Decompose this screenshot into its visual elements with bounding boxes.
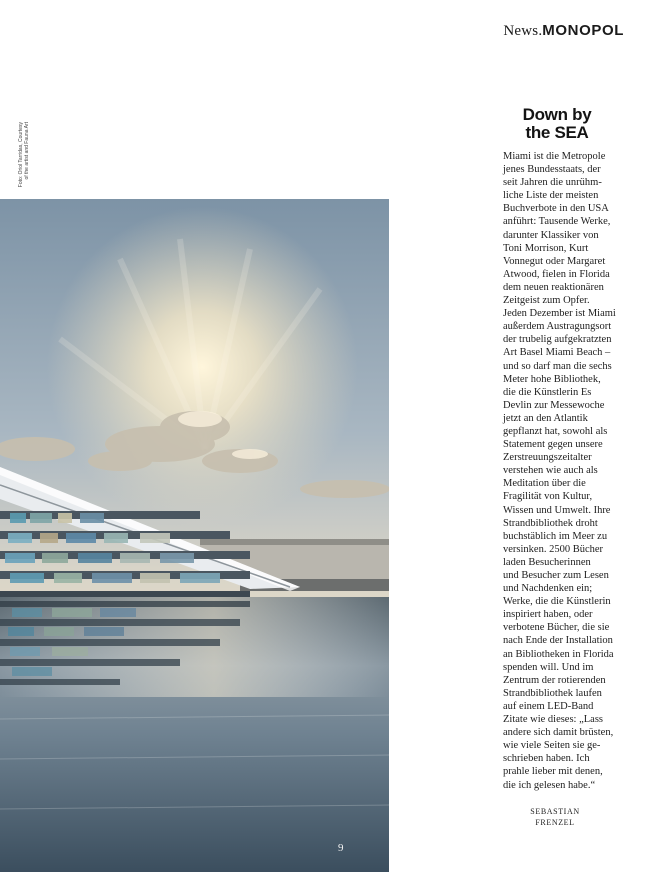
article-line: Atwood, fielen in Florida — [503, 268, 610, 280]
article-line: Jeden Dezember ist Miami — [503, 308, 616, 320]
article-line: schrieben haben. Ich — [503, 753, 590, 765]
author-first-name: SEBASTIAN — [530, 807, 580, 816]
article-line: laden Besucherinnen — [503, 556, 591, 568]
article-line: anführt: Tausende Werke, — [503, 216, 611, 228]
headline — [500, 106, 614, 142]
article-line: Fragilität von Kultur, — [503, 491, 593, 503]
article-line: Meditation über die — [503, 478, 586, 490]
photo-credit-line: of the artist and Fauna Art — [24, 122, 30, 180]
article-line: Miami ist die Metropole — [503, 151, 606, 162]
article-line: darunter Klassiker von — [503, 229, 599, 241]
article-line: verstehen wie auch als — [503, 465, 598, 477]
library-by-the-sea-photo — [0, 199, 389, 872]
article-photo — [0, 199, 389, 872]
article-line: Buchverbote in den USA — [503, 203, 609, 215]
article-line: andere sich damit brüsten, — [503, 727, 614, 739]
article-line: versinken. 2500 Bücher — [503, 543, 604, 555]
article-line: Statement gegen unsere — [503, 439, 603, 451]
article-line: jetzt an den Atlantik — [503, 412, 588, 424]
article-line: wie viele Seiten sie ge- — [503, 740, 601, 752]
article-line: Werke, die die Künstlerin — [503, 596, 611, 608]
article-line: dem neuen reaktionären — [503, 281, 604, 293]
article-line: die ich gelesen habe.“ — [503, 779, 596, 791]
article-line: die die Künstlerin Es — [503, 386, 592, 398]
article-line: Meter hohe Bibliothek, — [503, 373, 601, 385]
author-byline — [503, 806, 607, 828]
article-line: jenes Bundesstaats, der — [503, 164, 601, 176]
article-line: Strandbibliothek laufen — [503, 687, 602, 699]
article-line: Zeitgeist zum Opfer. — [503, 295, 590, 307]
article-line: Toni Morrison, Kurt — [503, 242, 589, 254]
author-last-name: FRENZEL — [535, 818, 575, 827]
article-line: und Nachdenken ein; — [503, 583, 593, 595]
page-number: 9 — [338, 842, 344, 854]
article-line: Devlin zur Messewoche — [503, 399, 605, 411]
article-line: Strandbibliothek droht — [503, 517, 598, 529]
masthead-news: News. — [503, 23, 543, 39]
article-line: und Besucher zum Lesen — [503, 570, 609, 581]
article-line: Zitate wie dieses: „Lass — [503, 714, 604, 726]
article-line: Zerstreuungszeitalter — [503, 452, 592, 464]
photo-credit — [18, 122, 30, 194]
masthead — [503, 22, 624, 40]
article-line: spenden will. Und im — [503, 661, 594, 673]
article-body — [503, 150, 621, 792]
article-line: prahle lieber mit denen, — [503, 766, 603, 778]
article-line: verbotene Bücher, die sie — [503, 622, 610, 634]
article-line: auf einem LED-Band — [503, 700, 594, 712]
article-line: der trubelig aufgekratzten — [503, 334, 612, 346]
headline-line: Down by — [522, 105, 592, 124]
article-line: seit Jahren die unrühm- — [503, 177, 602, 189]
photo-credit-line: Foto: Oriol Tarridas, Courtesy — [18, 122, 24, 188]
article-line: außerdem Austragungsort — [503, 321, 612, 333]
article-line: liche Liste der meisten — [503, 190, 599, 202]
article-line: Wissen und Umwelt. Ihre — [503, 504, 611, 516]
article-line: Art Basel Miami Beach – — [503, 347, 611, 359]
article-line: an Bibliotheken in Florida — [503, 648, 614, 660]
article-line: gepflanzt hat, sowohl als — [503, 425, 608, 437]
article-line: und so darf man die sechs — [503, 360, 612, 372]
article-line: Vonnegut oder Margaret — [503, 255, 606, 267]
article-line: nach Ende der Installation — [503, 635, 613, 647]
article-line: inspiriert haben, oder — [503, 609, 593, 621]
masthead-brand: MONOPOL — [542, 22, 624, 39]
article-line: buchstäblich im Meer zu — [503, 530, 608, 542]
headline-line: the SEA — [525, 123, 589, 142]
article-line: Zentrum der rotierenden — [503, 674, 606, 686]
